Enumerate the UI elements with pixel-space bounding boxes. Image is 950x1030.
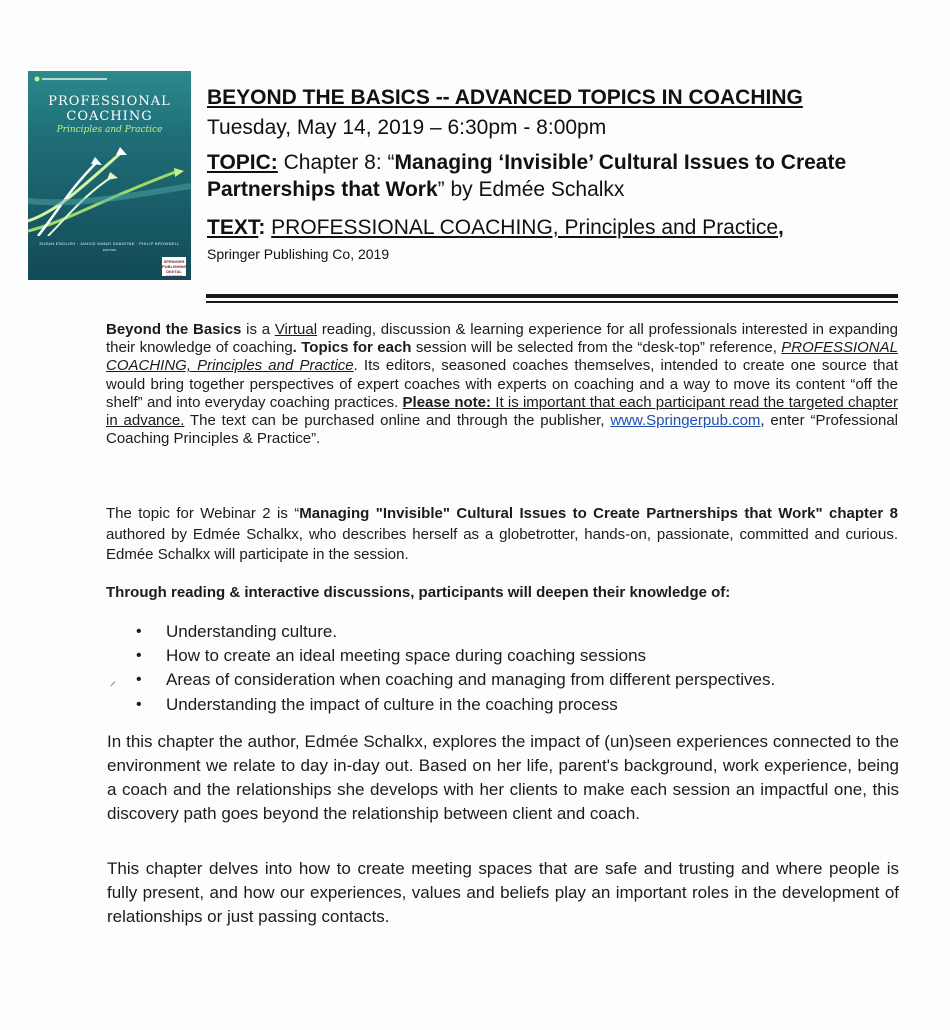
cover-arrows-icon: [28, 141, 191, 236]
topic-author: ” by Edmée Schalkx: [437, 178, 625, 201]
webinar-paragraph: [106, 504, 898, 566]
cover-subtitle: Principles and Practice: [56, 125, 163, 135]
text-line: [207, 216, 784, 240]
note-label: Please note:: [402, 393, 492, 411]
topic-title: Managing ‘Invisible’ Cultural Issues to Create Partnerships that Work: [207, 151, 847, 201]
list-item: • Areas of consideration when coaching and managing from different perspectives.: [136, 668, 896, 692]
list-item: • How to create an ideal meeting space during coaching sessions: [136, 644, 896, 668]
text-label: TEXT: [207, 216, 259, 239]
text-comma: ,: [778, 216, 784, 239]
topic-prefix: Chapter 8: “: [277, 151, 395, 174]
delves-paragraph: This chapter delves into how to create meeting spaces that are safe and trusting and where people is fully present, and how our experiences, values and beliefs play an important roles in the development of relationships or just passing contacts.: [107, 859, 899, 926]
intro-text-b: reading, discussion & learning experience for all professionals interested in expanding their knowledge of coaching: [106, 321, 898, 357]
webinar-text-b: authored by Edmée Schalkx, who describes herself as a globetrotter, hands-on, passionate, committed and curious. Edmée Schalkx will participate in the session.: [106, 525, 898, 563]
cover-digital-access-badge: SPRINGER PUBLISHING DIGITAL ACCESS: [162, 259, 187, 279]
cover-editors-label: EDITORS: [102, 248, 117, 252]
lead-in-heading: Through reading & interactive discussions, participants will deepen their knowledge of:: [106, 584, 731, 601]
note-text: It is important that each participant read the targeted chapter in advance.: [106, 393, 898, 430]
chapter-paragraph: In this chapter the author, Edmée Schalkx, explores the impact of (un)seen experiences connected to the environment we relate to day in-day out. Based on her life, parent's background, work experience, being a coach and the relationships she develops with her clients to make each session an impactful one, this discovery path goes beyond the relationship between client and coach.: [107, 732, 899, 823]
intro-paragraph: [106, 321, 898, 448]
cover-title-line2: COACHING: [66, 109, 153, 124]
divider-thin: [206, 301, 898, 303]
stray-mark: ⸝: [110, 674, 117, 688]
topics-list: [136, 620, 896, 717]
intro-text-f: , enter “Professional Coaching Principles & Practice”.: [106, 412, 899, 448]
text-colon: :: [258, 216, 272, 239]
cover-title-line1: PROFESSIONAL: [48, 94, 171, 109]
webinar-chapter-title: Managing "Invisible" Cultural Issues to Create Partnerships that Work" chapter 8: [299, 505, 898, 522]
publisher-line: Springer Publishing Co, 2019: [207, 246, 390, 262]
intro-reference-title: PROFESSIONAL COACHING, Principles and Practice: [106, 339, 898, 375]
intro-text-c: session will be selected from the “desk-top” reference,: [411, 339, 782, 357]
topic-label: TOPIC:: [207, 151, 278, 174]
divider-thick: [206, 294, 898, 298]
topic-line: [207, 149, 907, 203]
intro-text-e: The text can be purchased online and through the publisher,: [184, 412, 611, 430]
list-item: • Understanding the impact of culture in the coaching process: [136, 693, 896, 717]
cover-authors: SUSAN ENGLISH · JANICE MANZI SABATINE · PHILIP BROWNELL: [39, 241, 180, 246]
page-title: BEYOND THE BASICS -- ADVANCED TOPICS IN COACHING: [207, 86, 803, 109]
book-cover-image: [28, 71, 191, 280]
intro-program-name: Beyond the Basics: [106, 321, 242, 338]
intro-text-d: . Its editors, seasoned coaches themselves, intended to create one source that would bring together perspectives of expert coaches with experts on coaching and a way to move its content “off the shelf” and into everyday coaching practices.: [106, 357, 898, 411]
webinar-text-a: The topic for Webinar 2 is “: [106, 505, 300, 522]
publisher-logo-icon: [34, 76, 114, 82]
text-book-title: PROFESSIONAL COACHING, Principles and Practice: [271, 216, 779, 239]
list-item: • Understanding culture.: [136, 620, 896, 644]
intro-text-a: is a: [241, 321, 275, 338]
session-date: Tuesday, May 14, 2019 – 6:30pm - 8:00pm: [207, 116, 607, 139]
intro-topics-bold: . Topics for each: [292, 339, 412, 357]
intro-virtual: Virtual: [274, 321, 318, 338]
springerpub-link[interactable]: www.Springerpub.com: [610, 412, 761, 430]
